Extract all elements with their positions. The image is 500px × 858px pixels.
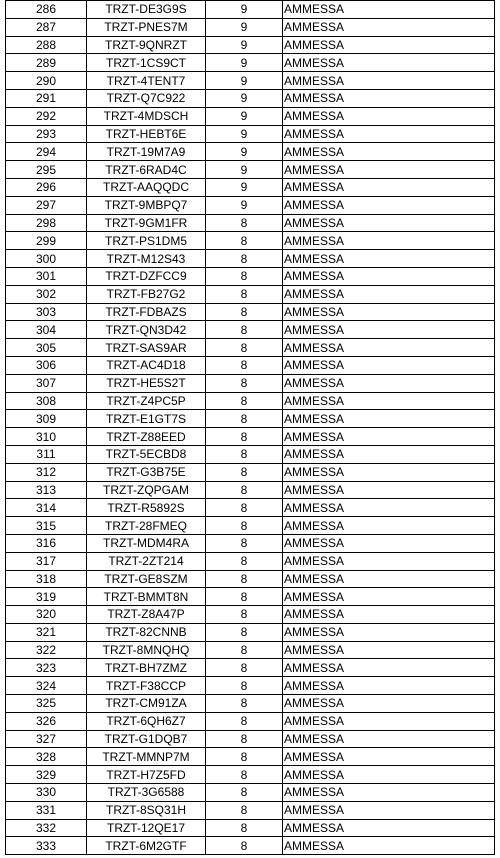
status-cell: AMMESSA [283, 428, 495, 446]
row-number-cell: 298 [6, 214, 87, 232]
table-row [6, 374, 495, 392]
table-row [6, 161, 495, 179]
row-number-cell: 308 [6, 392, 87, 410]
score-cell: 9 [206, 107, 283, 125]
row-number-cell: 307 [6, 374, 87, 392]
code-cell: TRZT-Z4PC5P [87, 392, 206, 410]
row-number-cell: 297 [6, 196, 87, 214]
table-row [6, 356, 495, 374]
code-cell: TRZT-8MNQHQ [87, 641, 206, 659]
status-cell: AMMESSA [283, 1, 495, 19]
table-row [6, 534, 495, 552]
row-number-cell: 294 [6, 143, 87, 161]
table-row [6, 517, 495, 535]
score-cell: 8 [206, 730, 283, 748]
table-row [6, 552, 495, 570]
row-number-cell: 311 [6, 445, 87, 463]
row-number-cell: 302 [6, 285, 87, 303]
code-cell: TRZT-4TENT7 [87, 72, 206, 90]
table-row [6, 72, 495, 90]
status-cell: AMMESSA [283, 89, 495, 107]
code-cell: TRZT-MMNP7M [87, 748, 206, 766]
score-cell: 8 [206, 339, 283, 357]
status-cell: AMMESSA [283, 36, 495, 54]
row-number-cell: 310 [6, 428, 87, 446]
table-row [6, 695, 495, 713]
status-cell: AMMESSA [283, 410, 495, 428]
score-cell: 8 [206, 285, 283, 303]
score-cell: 8 [206, 837, 283, 855]
table-row [6, 125, 495, 143]
score-cell: 8 [206, 232, 283, 250]
score-cell: 8 [206, 267, 283, 285]
row-number-cell: 320 [6, 606, 87, 624]
status-cell: AMMESSA [283, 54, 495, 72]
code-cell: TRZT-8SQ31H [87, 801, 206, 819]
table-row [6, 143, 495, 161]
code-cell: TRZT-19M7A9 [87, 143, 206, 161]
status-cell: AMMESSA [283, 356, 495, 374]
score-cell: 8 [206, 250, 283, 268]
row-number-cell: 303 [6, 303, 87, 321]
code-cell: TRZT-DZFCC9 [87, 267, 206, 285]
row-number-cell: 312 [6, 463, 87, 481]
score-cell: 9 [206, 36, 283, 54]
status-cell: AMMESSA [283, 107, 495, 125]
score-cell: 8 [206, 552, 283, 570]
score-cell: 8 [206, 801, 283, 819]
score-cell: 8 [206, 428, 283, 446]
status-cell: AMMESSA [283, 339, 495, 357]
table-row [6, 463, 495, 481]
row-number-cell: 319 [6, 588, 87, 606]
status-cell: AMMESSA [283, 623, 495, 641]
table-row [6, 677, 495, 695]
status-cell: AMMESSA [283, 730, 495, 748]
code-cell: TRZT-9QNRZT [87, 36, 206, 54]
status-cell: AMMESSA [283, 463, 495, 481]
table-row [6, 196, 495, 214]
code-cell: TRZT-FDBAZS [87, 303, 206, 321]
score-cell: 9 [206, 72, 283, 90]
table-row [6, 54, 495, 72]
score-cell: 8 [206, 784, 283, 802]
row-number-cell: 324 [6, 677, 87, 695]
code-cell: TRZT-28FMEQ [87, 517, 206, 535]
score-cell: 8 [206, 214, 283, 232]
row-number-cell: 289 [6, 54, 87, 72]
status-cell: AMMESSA [283, 784, 495, 802]
status-cell: AMMESSA [283, 481, 495, 499]
score-cell: 9 [206, 1, 283, 19]
score-cell: 8 [206, 819, 283, 837]
table-row [6, 321, 495, 339]
row-number-cell: 328 [6, 748, 87, 766]
table-row [6, 712, 495, 730]
table-row [6, 339, 495, 357]
score-cell: 9 [206, 125, 283, 143]
code-cell: TRZT-PS1DM5 [87, 232, 206, 250]
table-row [6, 659, 495, 677]
code-cell: TRZT-82CNNB [87, 623, 206, 641]
score-cell: 8 [206, 463, 283, 481]
table-row [6, 267, 495, 285]
status-cell: AMMESSA [283, 819, 495, 837]
score-cell: 8 [206, 588, 283, 606]
code-cell: TRZT-4MDSCH [87, 107, 206, 125]
code-cell: TRZT-SAS9AR [87, 339, 206, 357]
row-number-cell: 330 [6, 784, 87, 802]
status-cell: AMMESSA [283, 659, 495, 677]
score-cell: 8 [206, 623, 283, 641]
code-cell: TRZT-ZQPGAM [87, 481, 206, 499]
score-cell: 8 [206, 677, 283, 695]
status-cell: AMMESSA [283, 677, 495, 695]
code-cell: TRZT-Q7C922 [87, 89, 206, 107]
code-cell: TRZT-HEBT6E [87, 125, 206, 143]
table-row [6, 250, 495, 268]
code-cell: TRZT-MDM4RA [87, 534, 206, 552]
status-cell: AMMESSA [283, 445, 495, 463]
table-row [6, 445, 495, 463]
code-cell: TRZT-PNES7M [87, 18, 206, 36]
row-number-cell: 326 [6, 712, 87, 730]
code-cell: TRZT-9GM1FR [87, 214, 206, 232]
code-cell: TRZT-3G6588 [87, 784, 206, 802]
table-row [6, 570, 495, 588]
table-row [6, 499, 495, 517]
score-cell: 9 [206, 89, 283, 107]
code-cell: TRZT-6QH6Z7 [87, 712, 206, 730]
status-cell: AMMESSA [283, 18, 495, 36]
status-cell: AMMESSA [283, 214, 495, 232]
row-number-cell: 301 [6, 267, 87, 285]
row-number-cell: 329 [6, 766, 87, 784]
status-cell: AMMESSA [283, 374, 495, 392]
row-number-cell: 286 [6, 1, 87, 19]
table-row [6, 819, 495, 837]
row-number-cell: 331 [6, 801, 87, 819]
table-row [6, 232, 495, 250]
code-cell: TRZT-CM91ZA [87, 695, 206, 713]
row-number-cell: 332 [6, 819, 87, 837]
row-number-cell: 333 [6, 837, 87, 855]
status-cell: AMMESSA [283, 766, 495, 784]
status-cell: AMMESSA [283, 695, 495, 713]
status-cell: AMMESSA [283, 499, 495, 517]
row-number-cell: 309 [6, 410, 87, 428]
score-cell: 8 [206, 659, 283, 677]
status-cell: AMMESSA [283, 392, 495, 410]
table-row [6, 392, 495, 410]
table-row [6, 481, 495, 499]
score-cell: 9 [206, 54, 283, 72]
score-cell: 8 [206, 712, 283, 730]
row-number-cell: 304 [6, 321, 87, 339]
status-cell: AMMESSA [283, 285, 495, 303]
code-cell: TRZT-E1GT7S [87, 410, 206, 428]
table-row [6, 730, 495, 748]
table-row [6, 18, 495, 36]
score-cell: 8 [206, 517, 283, 535]
code-cell: TRZT-QN3D42 [87, 321, 206, 339]
code-cell: TRZT-12QE17 [87, 819, 206, 837]
table-row [6, 178, 495, 196]
status-cell: AMMESSA [283, 570, 495, 588]
score-cell: 8 [206, 534, 283, 552]
table-row [6, 623, 495, 641]
score-cell: 9 [206, 178, 283, 196]
score-cell: 8 [206, 570, 283, 588]
code-cell: TRZT-5ECBD8 [87, 445, 206, 463]
score-cell: 8 [206, 641, 283, 659]
score-cell: 9 [206, 18, 283, 36]
score-cell: 8 [206, 392, 283, 410]
table-row [6, 214, 495, 232]
code-cell: TRZT-BMMT8N [87, 588, 206, 606]
code-cell: TRZT-9MBPQ7 [87, 196, 206, 214]
row-number-cell: 292 [6, 107, 87, 125]
score-cell: 8 [206, 481, 283, 499]
code-cell: TRZT-Z88EED [87, 428, 206, 446]
table-row [6, 801, 495, 819]
row-number-cell: 313 [6, 481, 87, 499]
score-cell: 8 [206, 499, 283, 517]
code-cell: TRZT-FB27G2 [87, 285, 206, 303]
row-number-cell: 296 [6, 178, 87, 196]
score-cell: 9 [206, 161, 283, 179]
status-cell: AMMESSA [283, 232, 495, 250]
code-cell: TRZT-AC4D18 [87, 356, 206, 374]
row-number-cell: 293 [6, 125, 87, 143]
table-row [6, 428, 495, 446]
code-cell: TRZT-DE3G9S [87, 1, 206, 19]
row-number-cell: 316 [6, 534, 87, 552]
code-cell: TRZT-M12S43 [87, 250, 206, 268]
score-cell: 9 [206, 196, 283, 214]
table-row [6, 303, 495, 321]
row-number-cell: 318 [6, 570, 87, 588]
code-cell: TRZT-AAQQDC [87, 178, 206, 196]
code-cell: TRZT-GE8SZM [87, 570, 206, 588]
code-cell: TRZT-BH7ZMZ [87, 659, 206, 677]
status-cell: AMMESSA [283, 606, 495, 624]
table-row [6, 784, 495, 802]
row-number-cell: 315 [6, 517, 87, 535]
table-row [6, 410, 495, 428]
table-row [6, 837, 495, 855]
status-cell: AMMESSA [283, 250, 495, 268]
row-number-cell: 291 [6, 89, 87, 107]
status-cell: AMMESSA [283, 748, 495, 766]
row-number-cell: 288 [6, 36, 87, 54]
row-number-cell: 327 [6, 730, 87, 748]
status-cell: AMMESSA [283, 837, 495, 855]
table-row [6, 89, 495, 107]
code-cell: TRZT-R5892S [87, 499, 206, 517]
score-cell: 8 [206, 410, 283, 428]
status-cell: AMMESSA [283, 517, 495, 535]
row-number-cell: 314 [6, 499, 87, 517]
table-row [6, 285, 495, 303]
row-number-cell: 295 [6, 161, 87, 179]
table-row [6, 641, 495, 659]
code-cell: TRZT-Z8A47P [87, 606, 206, 624]
score-cell: 8 [206, 748, 283, 766]
table-row [6, 588, 495, 606]
code-cell: TRZT-F38CCP [87, 677, 206, 695]
score-cell: 8 [206, 374, 283, 392]
code-cell: TRZT-HE5S2T [87, 374, 206, 392]
table-row [6, 107, 495, 125]
row-number-cell: 321 [6, 623, 87, 641]
status-cell: AMMESSA [283, 552, 495, 570]
code-cell: TRZT-6RAD4C [87, 161, 206, 179]
row-number-cell: 287 [6, 18, 87, 36]
status-cell: AMMESSA [283, 125, 495, 143]
row-number-cell: 290 [6, 72, 87, 90]
code-cell: TRZT-G1DQB7 [87, 730, 206, 748]
table-row [6, 1, 495, 19]
status-cell: AMMESSA [283, 534, 495, 552]
status-cell: AMMESSA [283, 267, 495, 285]
status-cell: AMMESSA [283, 801, 495, 819]
status-cell: AMMESSA [283, 196, 495, 214]
row-number-cell: 325 [6, 695, 87, 713]
row-number-cell: 300 [6, 250, 87, 268]
table-row [6, 748, 495, 766]
score-cell: 9 [206, 143, 283, 161]
status-cell: AMMESSA [283, 161, 495, 179]
results-table-body [6, 1, 495, 855]
row-number-cell: 317 [6, 552, 87, 570]
score-cell: 8 [206, 445, 283, 463]
code-cell: TRZT-2ZT214 [87, 552, 206, 570]
status-cell: AMMESSA [283, 303, 495, 321]
score-cell: 8 [206, 356, 283, 374]
status-cell: AMMESSA [283, 641, 495, 659]
results-table [5, 0, 495, 855]
code-cell: TRZT-6M2GTF [87, 837, 206, 855]
score-cell: 8 [206, 766, 283, 784]
table-row [6, 36, 495, 54]
row-number-cell: 322 [6, 641, 87, 659]
code-cell: TRZT-G3B75E [87, 463, 206, 481]
row-number-cell: 306 [6, 356, 87, 374]
table-row [6, 766, 495, 784]
row-number-cell: 299 [6, 232, 87, 250]
status-cell: AMMESSA [283, 712, 495, 730]
row-number-cell: 305 [6, 339, 87, 357]
code-cell: TRZT-H7Z5FD [87, 766, 206, 784]
status-cell: AMMESSA [283, 321, 495, 339]
status-cell: AMMESSA [283, 143, 495, 161]
row-number-cell: 323 [6, 659, 87, 677]
score-cell: 8 [206, 695, 283, 713]
score-cell: 8 [206, 303, 283, 321]
score-cell: 8 [206, 606, 283, 624]
score-cell: 8 [206, 321, 283, 339]
status-cell: AMMESSA [283, 72, 495, 90]
status-cell: AMMESSA [283, 178, 495, 196]
table-row [6, 606, 495, 624]
status-cell: AMMESSA [283, 588, 495, 606]
code-cell: TRZT-1CS9CT [87, 54, 206, 72]
